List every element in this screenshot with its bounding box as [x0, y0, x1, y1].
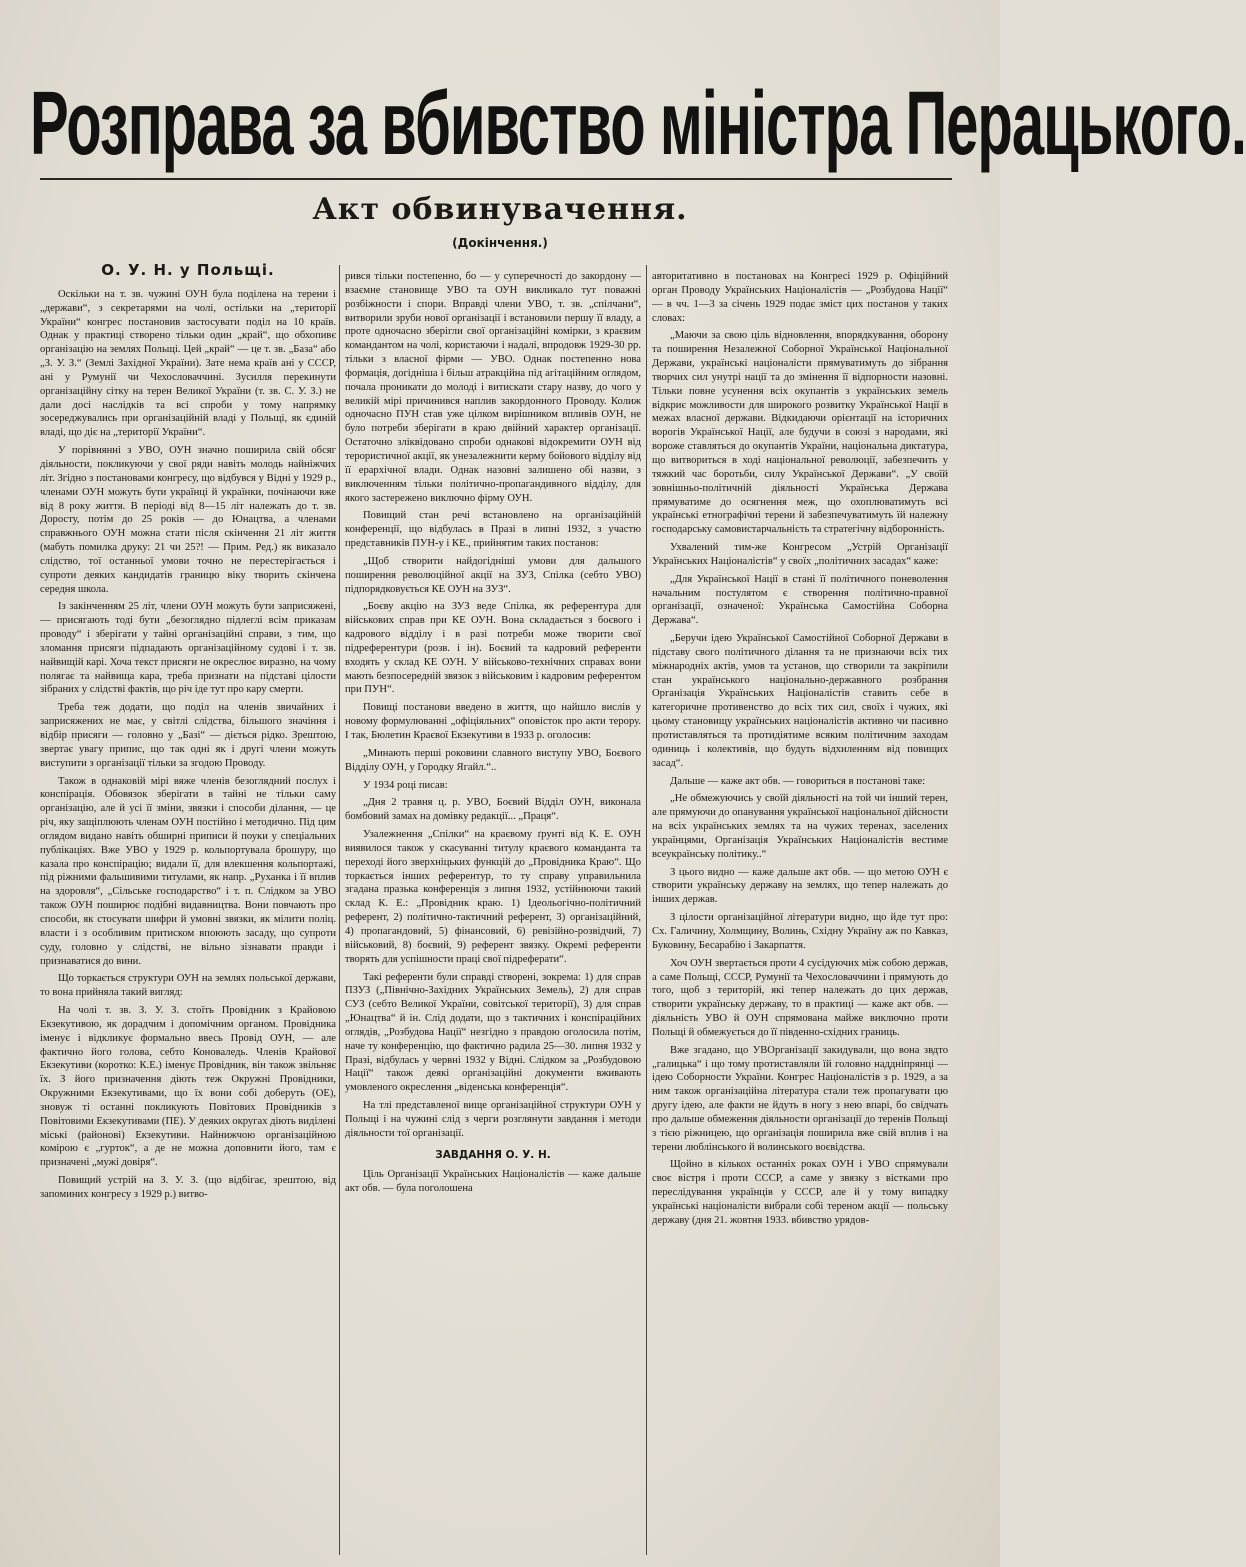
paragraph: Повищий стан речі встановлено на організаційній конференції, що відбулась в Празі в липні 1932, з участю представників ПУН-у і КЕ., прийнятим таких постанов: [345, 510, 641, 550]
paragraph: авторитативно в постановах на Конгресі 1929 р. Офіційний орган Проводу Українських Націоналістів — „Розбудова Нації“ — в чч. 1—3 за січень 1929 подає зміст цих постанов у таких словах: [652, 271, 948, 324]
paragraph: Щойно в кількох останніх роках ОУН і УВО спрямували своє вістря і проти СССР, а саме у звязку з вістками про переслідування українців у СССР, але й у тому випадку українські націоналісти вибрали собі тереном акції — польську державу (дня 21. жовтня 1933. вбивство урядов- [652, 1159, 948, 1226]
quote: „Дня 2 травня ц. р. УВО, Боєвий Відділ ОУН, виконала бомбовий замах на домівку редакції... „Праця“. [345, 797, 641, 823]
paragraph: Дальше — каже акт обв. — говориться в постанові таке: [670, 775, 926, 787]
paragraph: Треба теж додати, що поділ на членів звичайних і заприсяжених не має, у світлі слідства, більшого значіння і відбір присяги — головно у „Базі“ — діється рідко. Зрештою, звертає увагу припис, що так одні як і другі члени можуть виступити з організації тільки за згодою Проводу. [40, 702, 336, 769]
column-divider [339, 265, 340, 1555]
column-divider [646, 265, 647, 1555]
quote: „Боєву акцію на ЗУЗ веде Спілка, як референтура для військових справ при КЕ ОУН. Вона складається з боєвого і кадрового відділу і в разі потреби може творити свої підреферентури (розв. і ін). Боєвий та кадровий референти входять у склад КЕ ОУН. У військово-технічних справах вони мають безпосередній звязок з військовим і кадровим референтом при ПУН“. [345, 601, 641, 696]
quote: „Для Української Нації в стані її політичного поневолення начальним постулятом є створення політично-правної організації, означеної: Українська Самостійна Соборна Держава“. [652, 573, 948, 627]
paragraph: З цього видно — каже дальше акт обв. — що метою ОУН є створити українську державу на землях, що тепер належать до інших держав. [652, 866, 948, 906]
paragraph: На тлі представленої вище організаційної структури ОУН у Польщі і на чужині слід з черги розглянути завдання і методи діяльности тої організації. [345, 1100, 641, 1139]
column-1 [40, 262, 336, 1552]
paragraph: Оскільки на т. зв. чужині ОУН була поділена на терени і „держави“, з секретарями на чолі, остільки на „території України“ конгрес постановив застосувати поділ на 10 країв. Однак у практиці створено тільки один „край“, що обхопивє організацію на землях Польщі. Цей „край“ — це т. зв. „База“ або „З. У. З.“ (Землі Західної України). Зате нема країв ані у СССР, ані у Румунії чи Чехословаччині. Зусилля перекинути організаційну сітку на терен Великої України (т. зв. С. У. З.) не дали досі наслідків та всі спроби у тому напрямку зосереджувались при організаційній владі у Польщі, як єдиній владі, що діє на „території України“. [40, 288, 336, 439]
paragraph: Що торкається структури ОУН на землях польської держави, то вона прийняла такий вигляд: [40, 973, 336, 999]
paragraph: У 1934 році писав: [363, 779, 448, 791]
paragraph: Повищі постанови введено в життя, що найшло вислів у новому формулюванні „офіціяльних“ оповісток про акти терору. І так, Бюлетин Краєвої Екзекутиви в 1933 р. оголосив: [345, 702, 641, 741]
column-3 [652, 270, 948, 1560]
paragraph: Також в однаковій мірі вяже членів безоглядний послух і конспірація. Обовязок зберігати в тайні не тільки саму організацію, але й усі її зміни, звязки і способи ділання, — це річ, яку защіплюють членам ОУН постійно і методично. Під цим оглядом видано навіть обширні приписи й поуки у спеціальних публікаціях. Вже УВО у 1929 р. кольпортувала брошуру, що казала про конспірацію; видали її, для влекшення кольпортажі, під ріжними фальшивими титулами, як напр. „Руханка і її вплив на здоровля“, „Сільське господарство“ і т. п. Слідком за УВО також ОУН поширює подібні видавництва. Вони повчають про способи, як стосувати шифри й умовні звязки, як мілити поліц. власти і з особливим притиском впоюють засаду, що супроти суду, головно у слідстві, не вільно зізнавати правди і признаватися до вини. [40, 775, 336, 967]
quote: „Не обмежуючись у своїй діяльності на той чи інший терен, але прямуючи до опанування української національної дійсности на всіх українських землях та на чужих теренах, заселених українцями, Організація Українських Націоналістів вестиме всеукраїнську політику..“ [652, 793, 948, 860]
quote: „Беручи ідею Української Самостійної Соборної Держави в підставу свого політичного ділання та не признаючи всіх тих міжнародніх актів, умов та установ, що створили та закріпили стан українського національно-державного розбрання Організація Українських Націоналістів ставить себе в категоричне противенство до всіх тих сил, своїх і чужих, які цьому становищу українських націоналістів активно чи пасивно протиставляться та протидіятиме всяким політичним заходам одиниць і колективів, що будуть відхиленням від повищих засад“. [652, 633, 948, 769]
paragraph: Ухвалений тим-же Конгресом „Устрій Організації Українських Націоналістів“ у своїх „політичних засадах“ каже: [652, 542, 948, 567]
paragraph: З цілости організаційної літератури видно, що йде тут про: Сх. Галичину, Холмщину, Волинь, Східну Україну аж по Кавказ, Буковину, Бесарабію і Закарпаття. [652, 912, 948, 951]
quote: „Маючи за свою ціль відновлення, впорядкування, оборону та поширення Незалежної Соборної Української Національної Держави, українські націоналісти прямуватимуть до зібрання творчих сил унутрі нації та до змінення її відпорности назовні. Тільки повне усунення всіх окупантів з українських земель відкриє можливости для широкого розвитку Української Нації в межах власної держави. Відкидаючи орієнтації на історичних ворогів Української Нації, але будучи в союзі з народами, які вороже ставляться до окупантів України, національна диктатура, що витвориться в ході національної революції, забезпечить у тяжкий час боротьби, силу Української Держави“. „У своїй зовнішньо-політичній діяльності Українська Держава прямуватиме до осягнення меж, що охоплюватимуть всі українські етнографічні терени й забезпечуватимуть їй належну господарську самовистарчальність та стратегічну відборонність. [652, 330, 948, 536]
quote: „Минають перші роковини славного виступу УВО, Боєвого Відділу ОУН, у Городку Ягайл.“.. [345, 747, 641, 773]
paragraph: Вже згадано, що УВОрганізації закидували, що вона звдто „галицька“ і що тому протиставляли їй головно наддніпрянці — ідею Соборности України. Конгрес Націоналістів з р. 1929, а за ним також організаційна література стали теж пропагувати цю другу ідею, але факти не йдуть в ногу з нею впарі, бо свідчать про дальше обмеження діяльности організації до теренів Польщі з тією ріжницею, що організація поширила вже свій вплив і на терени люблінського й волинського воєвідства. [652, 1044, 948, 1153]
quote: „Щоб створити найдогідніші умови для дальшого поширення революційної акції на ЗУЗ, Спілка (себто УВО) підпорядковується КЕ ОУН на ЗУЗ“. [345, 555, 641, 595]
paragraph: рився тільки постепенно, бо — у суперечності до закордону — взаємне становище УВО та ОУН викликало тут поважні розбіжности і спори. Вправді члени УВО, т. зв. „спілчани“, витворили зруби нової організації і встановили першу її владу, а проте одночасно зберігли свої організаційні комірки, з краєвим командантом на чолі, користаючи і надалі, впродовж 1929-30 рр. тільки з власної фірми — УВО. Однак постепенно нова формація, догідніша і більш атракційна під агітаційним оглядом, почала проникати до молоді і витискати стару назву, до чого у великій мірі причинився наплив закордонного Проводу. Колиж одночасно ПУН став уже цілком вирішником впливів ОУН, не було потреби зберігати в краю двійний характер організації. Остаточно зліквідовано спроби однакові відокремити ОУН від терористичної акції, як унезалежнити керму бойового відділу від її ерархічної влади. Однак назовні залишено обі назви, з виключенням тільки політично-пропагандивного відділу, для якого застережено виключно фірму ОУН. [345, 271, 641, 504]
subtitle: Акт обвинувачення. [312, 192, 688, 227]
paragraph: Повищий устрій на З. У. З. (що відбігає, зрештою, від запоминих конгресу з 1929 р.) витво- [40, 1175, 336, 1200]
section-heading: ЗАВДАННЯ О. У. Н. [435, 1148, 551, 1161]
paragraph: Такі референти були справді створені, зокрема: 1) для справ ПЗУЗ („Північно-Західних Українських Земель), 2) для справ СУЗ (себто Великої України, совітської території), 3) для справ „Юнацтва“ й ін. Слід додати, що з тактичних і конспіраційних оглядів, „Розбудова Нації“ незгідно з правдою оголосила потім, наче ту конференцію, що фактично радила 25—30. липня 1932 у Празі, відбулась у червні 1932 у Відні. Слідком за „Розбудовою Нації“ також деякі організаційні документи вживають умовленого окреслення „віденська конференція“. [345, 971, 641, 1094]
paragraph: У порівнянні з УВО, ОУН значно поширила свій обсяг діяльности, покликуючи у свої ряди навіть молодь найніжчих літ. Згідно з постановами конгресу, що відбувся у Відні у 1929 р., членами ОУН можуть бути українці й українки, почінаючи вже від 8 року життя. В періоді від 8—15 літ належать до т. зв. Доросту, потім до 25 років — до Юнацтва, а членами справжнього ОУН можна стати після скінчення 21 літ життя (мабуть помилка друку: 21 чи 25?! — Прим. Ред.) як виказало слідство, тої останньої умови точно не перестерігається і супроти деяких кандидатів границю віку творить скінчена середня школа. [40, 445, 336, 595]
paragraph: Узалежнення „Спілки“ на краєвому ґрунті від К. Е. ОУН виявилося також у скасуванні титулу краєвого команданта та переході його зверхніцьких функцій до „Провідника Краю“. Що торкається інших референтур, то ту справу управильнила згадана празька конференція з липня 1932, устійнюючи такий склад К. Е.: „Провідник краю. 1) Ідеольогічно-політичний референт, 2) політично-тактичний референт, 3) організаційний, 4) пропагандовий, 5) фінансовий, 6) ревізійно-розвідчий, 7) військовий, 8) боєвий, 9) референт звязку. Окремі референти творять для успішности праці свої підреферати“. [345, 829, 641, 965]
paragraph: Хоч ОУН звертається проти 4 сусідуючих між собою держав, а саме Польщі, СССР, Румунії та Чехословаччини і прямують до того, щоб з територій, які тепер належать до цих держав, створити українську державу, то в практиці — каже акт обв. — діяльність УВО й ОУН спрямована майже виключно проти Польщі й обмежується до її південно-східних границь. [652, 957, 948, 1038]
headline: Розправа за вбивство міністра Перацького. [30, 73, 1246, 175]
paragraph: Із закінченням 25 літ, члени ОУН можуть бути заприсяжені, — присягають тоді бути „безоглядно підлеглі всім приказам проводу“ і зберігати у тайні організаційні справи, з тим, що зломання присяги підпадають організаційному судові і т. зв. найвищій карі. Хоча текст присяги не окреслює виразно, на чому полягає та найвища кара, треба признати на підставі цілости зібраних у слідстві фактів, що річ іде тут про кару смерти. [40, 601, 336, 696]
paragraph: Ціль Організації Українських Націоналістів — каже дальше акт обв. — була поголошена [345, 1169, 641, 1195]
continued-note: (Докінчення.) [452, 236, 548, 250]
paragraph: На чолі т. зв. З. У. З. стоїть Провідник з Крайовою Екзекутивою, як дорадчим і допомічним органом. Провідника іменує і відкликує формально ввесь Провід ОУН, — але фактично його голова, себто Коноваледь. Членів Крайової Екзекутиви (коротко: К.Е.) іменує Провідник, він також звільняє їх. З його призначення діють теж Окружні Провідники, Окружними Екзекутивами, що їх вони собі доберуть (ОЕ), зновуж ті останні покликують Повітових Провідників з Повітовими Екзекутивами (ПЕ). У деяких округах діють виділені міські (районові) Екзекутиви. Найнижчою організаційною комірою є „гурток“, а де не можна доповнити його, там є призначені „мужі довіря“. [40, 1005, 336, 1169]
column-2 [345, 270, 641, 1560]
section-heading: О. У. Н. у Польщі. [101, 261, 275, 279]
headline-rule [40, 178, 952, 180]
